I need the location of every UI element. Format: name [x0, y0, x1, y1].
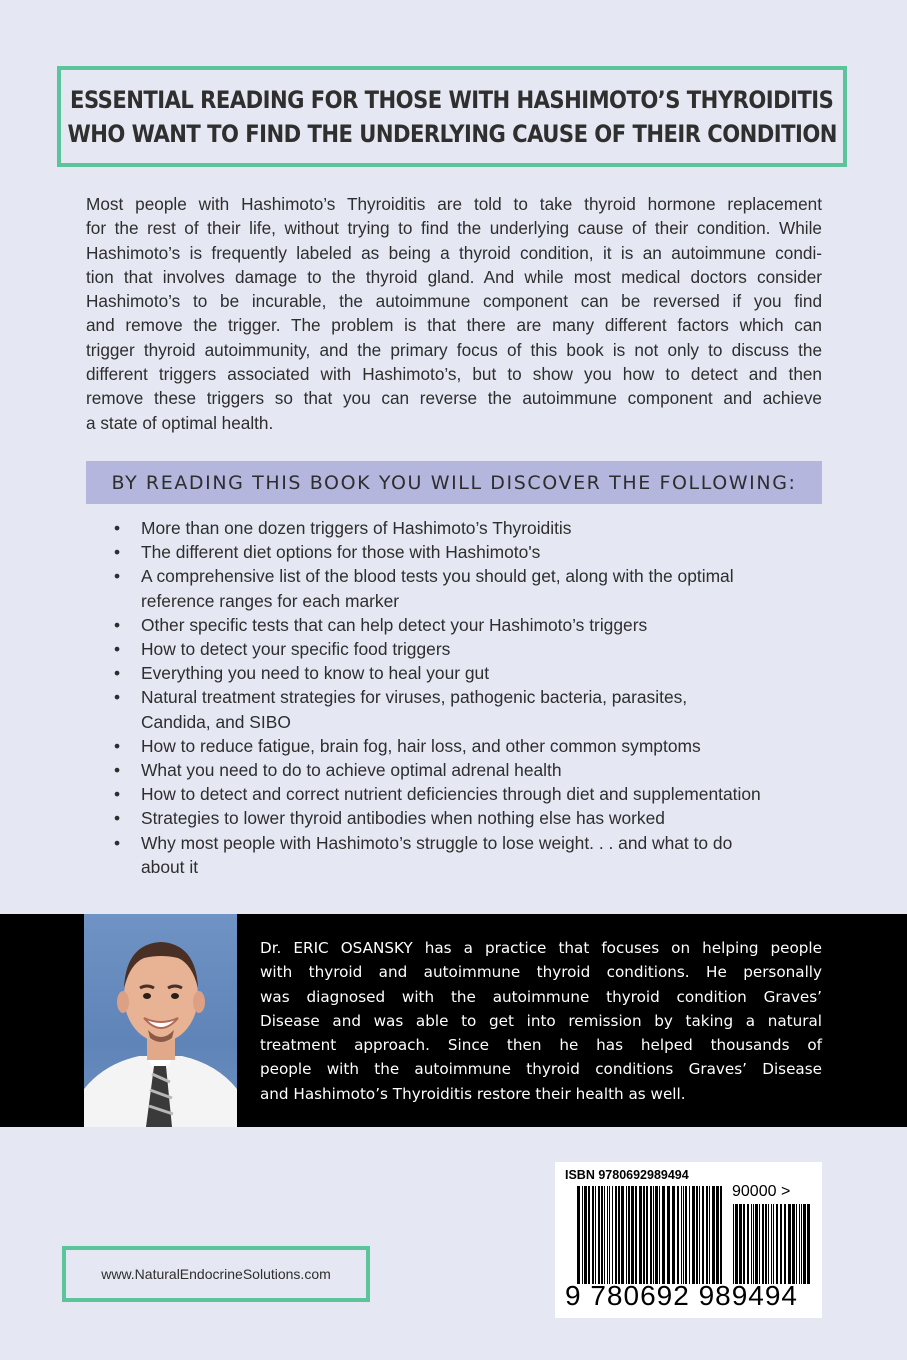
bio-line: was diagnosed with the autoimmune thyroid condition Graves’	[260, 987, 822, 1006]
author-bio	[260, 936, 822, 1106]
list-item-text: Natural treatment strategies for viruses, pathogenic bacteria, parasites,	[141, 687, 688, 708]
author-portrait-icon	[84, 914, 237, 1127]
bullet-icon: •	[114, 808, 121, 829]
bullet-icon: •	[114, 735, 121, 756]
list-item	[114, 782, 814, 806]
website-box	[62, 1246, 370, 1302]
list-item-text: about it	[141, 856, 199, 877]
intro-line: remove these triggers so that you can reverse the autoimmune component and achieve	[86, 388, 822, 409]
list-item-text: How to detect your specific food triggers	[141, 639, 451, 660]
isbn-barcode	[555, 1162, 822, 1318]
website-url: www.NaturalEndocrineSolutions.com	[101, 1266, 331, 1282]
headline-box	[57, 66, 847, 167]
intro-line: Hashimoto’s is frequently labeled as being a thyroid condition, it is an autoimmune condi-	[86, 242, 822, 263]
list-item-text: Everything you need to know to heal your gut	[141, 663, 490, 684]
benefits-list	[114, 516, 814, 879]
list-item-text: A comprehensive list of the blood tests you should get, along with the optimal	[141, 566, 734, 587]
list-item-text: Why most people with Hashimoto’s struggle to lose weight. . . and what to do	[141, 832, 733, 853]
list-item-text: How to detect and correct nutrient deficiencies through diet and supplementation	[141, 784, 761, 805]
price-code: 90000 >	[732, 1183, 791, 1200]
list-item	[114, 661, 814, 685]
bullet-icon: •	[114, 542, 121, 563]
intro-line: tion that involves damage to the thyroid gland. And while most medical doctors consider	[86, 266, 822, 287]
list-item-text: More than one dozen triggers of Hashimoto’s Thyroiditis	[141, 518, 572, 538]
bullet-icon: •	[114, 518, 121, 538]
list-item	[114, 685, 814, 733]
bullet-icon: •	[114, 614, 121, 635]
discover-heading-bar	[86, 461, 822, 504]
bio-line: and Hashimoto’s Thyroiditis restore their health as well.	[260, 1084, 686, 1103]
bullet-icon: •	[114, 760, 121, 781]
barcode-addon-bars-icon	[733, 1204, 813, 1284]
intro-line: a state of optimal health.	[86, 412, 274, 433]
bio-line: treatment approach. Since then he has helped thousands of	[260, 1036, 822, 1055]
bio-line: Dr. ERIC OSANSKY has a practice that focuses on helping people	[260, 939, 822, 957]
author-photo	[84, 914, 237, 1127]
bullet-icon: •	[114, 687, 121, 708]
list-item	[114, 734, 814, 758]
bullet-icon: •	[114, 663, 121, 684]
list-item	[114, 637, 814, 661]
bullet-icon: •	[114, 784, 121, 805]
list-item-text: reference ranges for each marker	[141, 590, 400, 611]
bio-line: people with the autoimmune thyroid conditions Graves’ Disease	[260, 1060, 822, 1079]
list-item-text: Strategies to lower thyroid antibodies when nothing else has worked	[141, 808, 665, 829]
barcode-bars-icon	[577, 1186, 725, 1284]
author-bio-band	[0, 914, 907, 1127]
headline-line-1: ESSENTIAL READING FOR THOSE WITH HASHIMOTO’S THYROIDITIS	[70, 85, 834, 114]
list-item	[114, 564, 814, 612]
list-item-text: How to reduce fatigue, brain fog, hair loss, and other common symptoms	[141, 735, 701, 756]
list-item	[114, 516, 814, 540]
list-item	[114, 831, 814, 879]
bullet-icon: •	[114, 832, 121, 853]
list-item	[114, 806, 814, 830]
list-item-text: Candida, and SIBO	[141, 711, 291, 732]
list-item-text: What you need to do to achieve optimal adrenal health	[141, 760, 562, 781]
isbn-number: 9 780692 989494	[565, 1280, 798, 1311]
headline-line-2: WHO WANT TO FIND THE UNDERLYING CAUSE OF THEIR CONDITION	[67, 119, 837, 148]
intro-line: Hashimoto’s to be incurable, the autoimmune component can be reversed if you find	[86, 291, 822, 312]
isbn-label: ISBN 9780692989494	[565, 1168, 689, 1182]
bio-line: Disease and was able to get into remission by taking a natural	[260, 1011, 822, 1030]
list-item-text: Other specific tests that can help detect your Hashimoto’s triggers	[141, 614, 648, 635]
list-item	[114, 758, 814, 782]
intro-line: trigger thyroid autoimmunity, and the primary focus of this book is not only to discuss the	[86, 339, 822, 360]
list-item	[114, 613, 814, 637]
intro-line: and remove the trigger. The problem is that there are many different factors which can	[86, 315, 822, 336]
list-item	[114, 540, 814, 564]
list-item-text: The different diet options for those with Hashimoto's	[141, 542, 541, 563]
bio-line: with thyroid and autoimmune thyroid conditions. He personally	[260, 963, 822, 982]
bullet-icon: •	[114, 639, 121, 660]
intro-line: for the rest of their life, without trying to find the underlying cause of their condition. While	[86, 218, 822, 239]
intro-line: different triggers associated with Hashimoto’s, but to show you how to detect and then	[86, 364, 822, 385]
bullet-icon: •	[114, 566, 121, 587]
intro-line: Most people with Hashimoto’s Thyroiditis are told to take thyroid hormone replacement	[86, 194, 822, 214]
discover-heading: BY READING THIS BOOK YOU WILL DISCOVER THE FOLLOWING:	[111, 471, 797, 494]
intro-paragraph	[86, 192, 822, 435]
